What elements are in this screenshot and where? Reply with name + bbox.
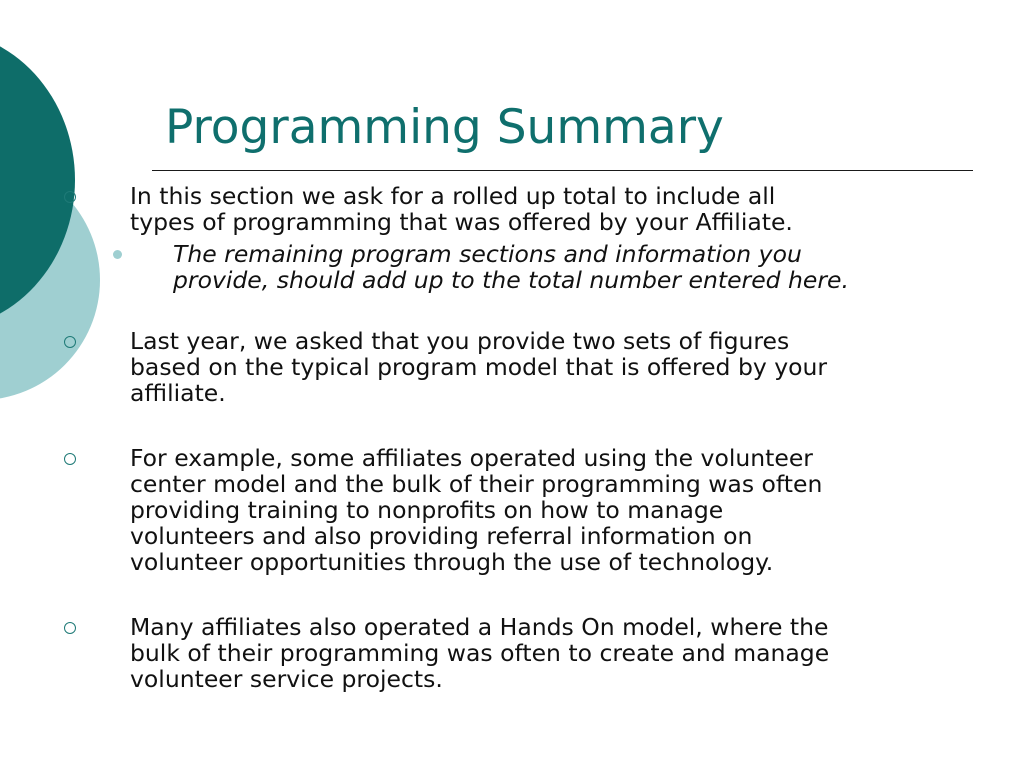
bullet-line: volunteer opportunities through the use of technology.: [130, 548, 774, 576]
bullet-line: center model and the bulk of their programming was often: [130, 470, 823, 498]
bullet-line: The remaining program sections and information you: [173, 240, 802, 268]
bullet-line: types of programming that was offered by your Affiliate.: [130, 208, 793, 236]
bullet-line: based on the typical program model that is offered by your: [130, 353, 828, 381]
bullet-item: [130, 614, 829, 692]
sub-bullet-item: [173, 241, 849, 293]
bullet-item: [130, 183, 793, 235]
bullet-line: bulk of their programming was often to create and manage: [130, 639, 830, 667]
bullet-line: provide, should add up to the total number entered here.: [173, 266, 849, 294]
bullet-line: For example, some affiliates operated using the volunteer: [130, 444, 813, 472]
filled-dot-bullet-icon: [113, 241, 125, 253]
hollow-circle-bullet-icon: [64, 183, 76, 195]
bullet-item: [130, 445, 822, 575]
bullet-line: affiliate.: [130, 379, 226, 407]
slide-title: Programming Summary: [165, 100, 724, 155]
bullet-line: volunteer service projects.: [130, 665, 443, 693]
bullet-line: volunteers and also providing referral information on: [130, 522, 753, 550]
bullet-line: Last year, we asked that you provide two sets of figures: [130, 327, 790, 355]
hollow-circle-bullet-icon: [64, 614, 76, 626]
bullet-item: [130, 328, 827, 406]
bullet-line: providing training to nonprofits on how to manage: [130, 496, 724, 524]
hollow-circle-bullet-icon: [64, 328, 76, 340]
hollow-circle-bullet-icon: [64, 445, 76, 457]
bullet-line: Many affiliates also operated a Hands On model, where the: [130, 613, 829, 641]
bullet-line: In this section we ask for a rolled up total to include all: [130, 182, 776, 210]
